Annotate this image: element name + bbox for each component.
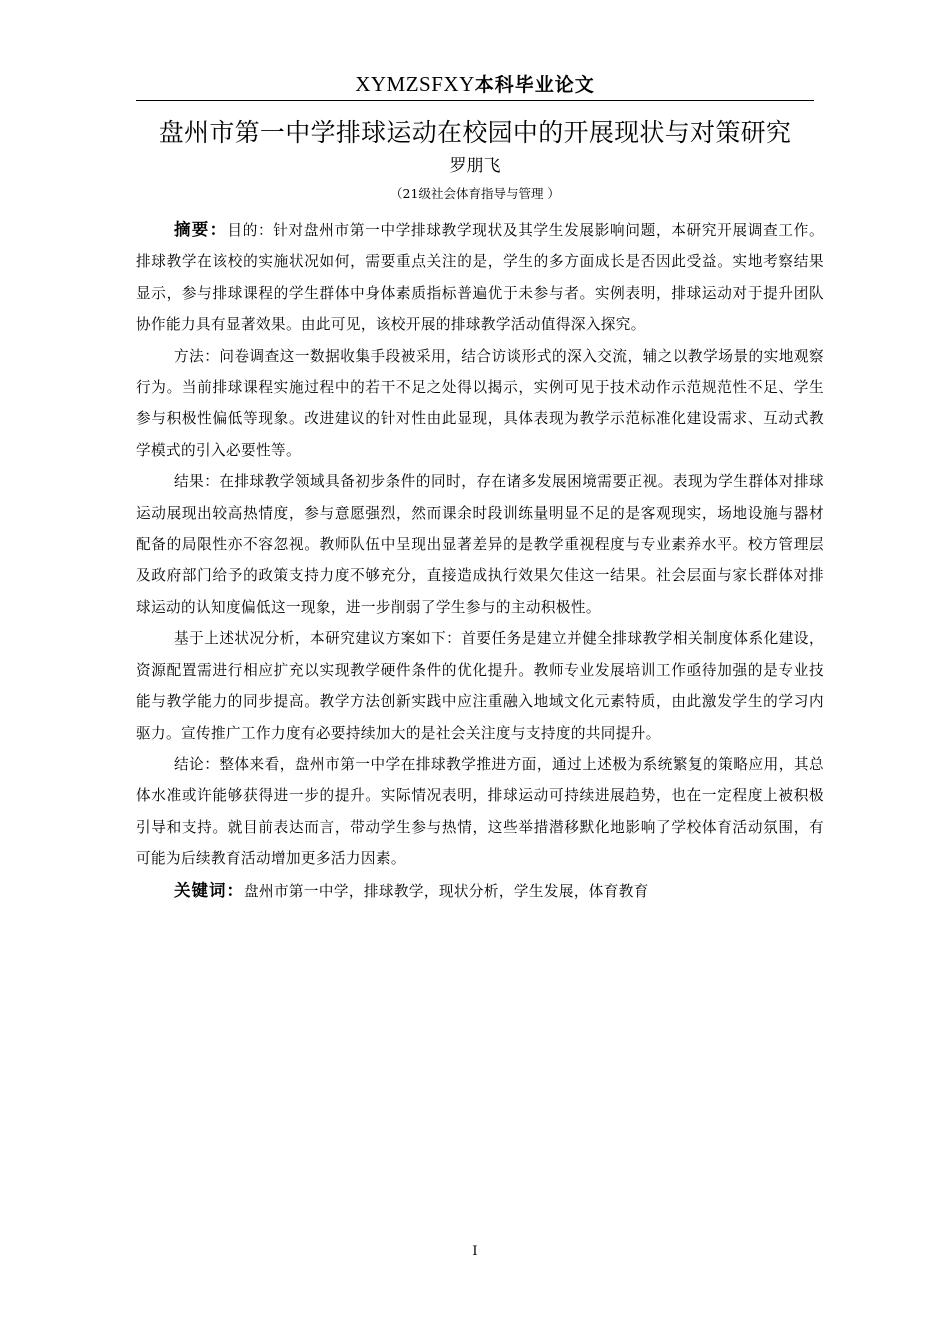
abstract-section <box>136 214 824 907</box>
running-header <box>136 70 814 99</box>
abstract-suggestions-paragraph: 基于上述状况分析，本研究建议方案如下：首要任务是建立并健全排球教学相关制度体系化建设，资源配置需进行相应扩充以实现教学硬件条件的优化提升。教师专业发展培训工作亟待加强的是专业技能与教学能力的同步提高。教学方法创新实践中应注重融入地域文化元素特质，由此激发学生的学习内驱力。宣传推广工作力度有必要持续加大的是社会关注度与支持度的共同提升。 <box>136 630 824 742</box>
header-rule <box>136 100 814 101</box>
abstract-methods-paragraph: 方法：问卷调查这一数据收集手段被采用，结合访谈形式的深入交流，辅之以教学场景的实地观察行为。当前排球课程实施过程中的若干不足之处得以揭示，实例可见于技术动作示范规范性不足、学生参与积极性偏低等现象。改进建议的针对性由此显现，具体表现为教学示范标准化建设需求、互动式教学模式的引入必要性等。 <box>136 347 824 459</box>
abstract-purpose-paragraph <box>136 214 824 341</box>
author-name: 罗朋飞 <box>449 156 501 176</box>
abstract-results-paragraph: 结果：在排球教学领域具备初步条件的同时，存在诸多发展困境需要正视。表现为学生群体对排球运动展现出较高热情度，参与意愿强烈，然而课余时段训练量明显不足的是客观现实，场地设施与器材配备的局限性亦不容忽视。教师队伍中呈现出显著差异的是教学重视程度与专业素养水平。校方管理层及政府部门给予的政策支持力度不够充分，直接造成执行效果欠佳这一结果。社会层面与家长群体对排球运动的认知度偏低这一现象，进一步削弱了学生参与的主动积极性。 <box>136 473 824 616</box>
author-affiliation: （21级社会体育指导与管理 ） <box>390 186 560 201</box>
page-number: I <box>472 1244 478 1259</box>
abstract-label: 摘要： <box>173 220 228 239</box>
keywords-paragraph <box>136 875 824 907</box>
abstract-conclusion-paragraph: 结论：整体来看，盘州市第一中学在排球教学推进方面，通过上述极为系统繁复的策略应用，其总体水准或许能够获得进一步的提升。实际情况表明，排球运动可持续进展趋势，也在一定程度上被积极引导和支持。就目前表达而言，带动学生参与热情，这些举措潜移默化地影响了学校体育活动氛围，有可能为后续教育活动增加更多活力因素。 <box>136 755 824 868</box>
keywords-text: 盘州市第一中学，排球教学，现状分析，学生发展，体育教育 <box>243 882 649 900</box>
abstract-purpose-text: 目的：针对盘州市第一中学排球教学现状及其学生发展影响问题，本研究开展调查工作。排球教学在该校的实施状况如何，需要重点关注的是，学生的多方面成长是否因此受益。实地考察结果显示，参与排球课程的学生群体中身体素质指标普遍优于未参与者。实例表明，排球运动对于提升团队协作能力具有显著效果。由此可见，该校开展的排球教学活动值得深入探究。 <box>136 222 824 334</box>
paper-title: 盘州市第一中学排球运动在校园中的开展现状与对策研究 <box>158 118 792 147</box>
keywords-label: 关键词： <box>173 880 244 900</box>
school-code: XYMZSFXY <box>355 72 475 96</box>
thesis-type: 本科毕业论文 <box>474 74 595 96</box>
